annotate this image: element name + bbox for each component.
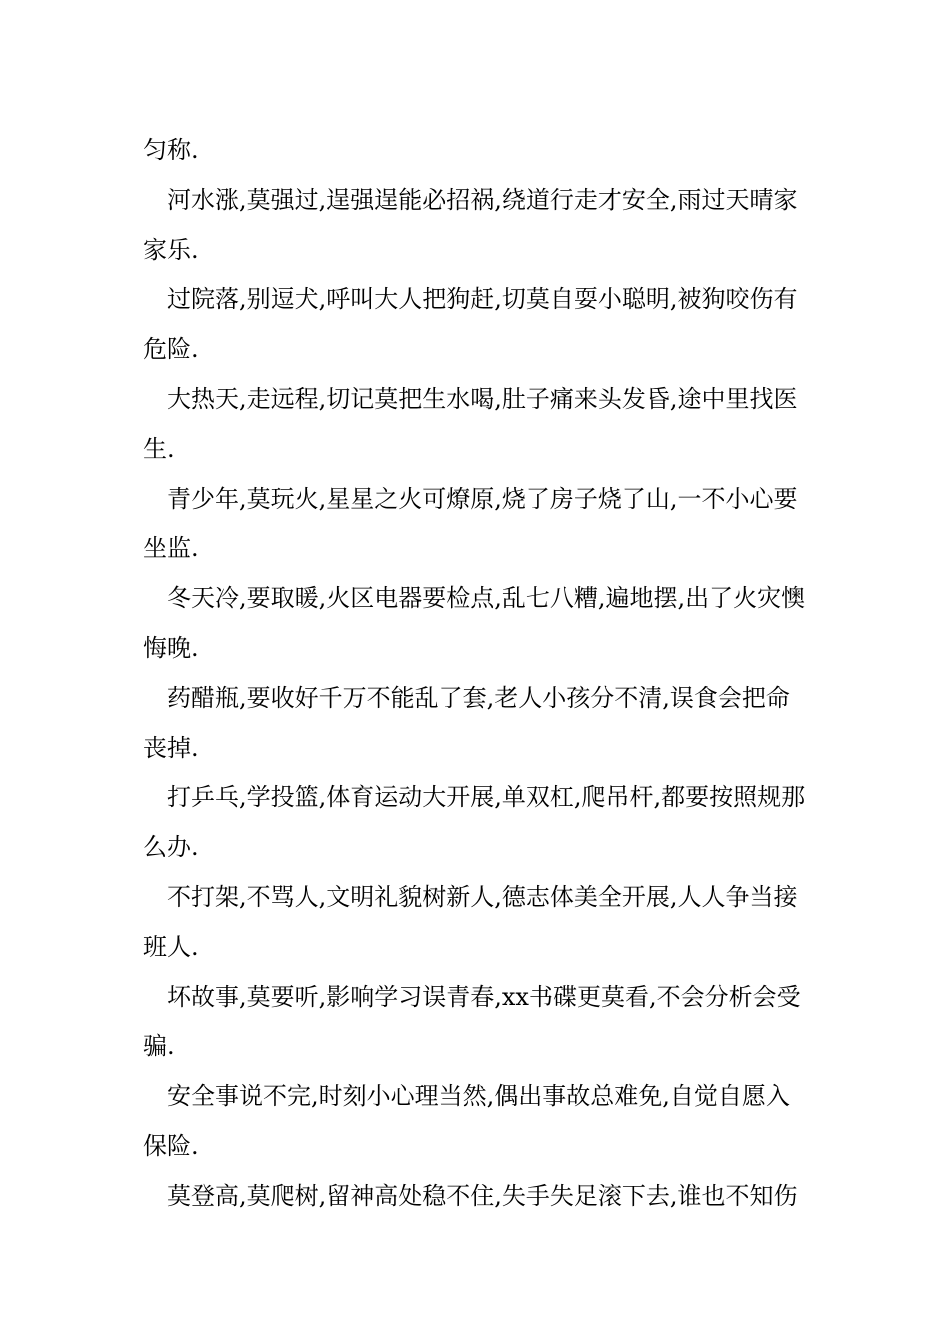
paragraph: 安全事说不完,时刻小心理当然,偶出事故总难免,自觉自愿入保险. [143, 1082, 790, 1160]
paragraph: 打乒乓,学投篮,体育运动大开展,单双杠,爬吊杆,都要按照规那么办. [143, 783, 806, 862]
paragraph: 匀称. [143, 136, 199, 164]
paragraph: 莫登高,莫爬树,留神高处稳不住,失手失足滚下去,谁也不知伤 [167, 1181, 798, 1210]
paragraph: 河水涨,莫强过,逞强逞能必招祸,绕道行走才安全,雨过天晴家家乐. [143, 185, 798, 264]
paragraph: 冬天冷,要取暖,火区电器要检点,乱七八糟,遍地摆,出了火灾懊悔晚. [143, 584, 806, 662]
paragraph: 药醋瓶,要收好千万不能乱了套,老人小孩分不清,误食会把命丧掉. [143, 683, 790, 762]
paragraph: 不打架,不骂人,文明礼貌树新人,德志体美全开展,人人争当接班人. [143, 882, 798, 961]
paragraph: 大热天,走远程,切记莫把生水喝,肚子痛来头发昏,途中里找医生. [143, 384, 798, 463]
paragraph: 坏故事,莫要听,影响学习误青春,xx书碟更莫看,不会分析会受骗. [143, 982, 801, 1061]
paragraph: 青少年,莫玩火,星星之火可燎原,烧了房子烧了山,一不小心要坐监. [143, 484, 798, 563]
document-body [143, 126, 813, 1222]
paragraph: 过院落,别逗犬,呼叫大人把狗赶,切莫自耍小聪明,被狗咬伤有危险. [143, 285, 798, 364]
